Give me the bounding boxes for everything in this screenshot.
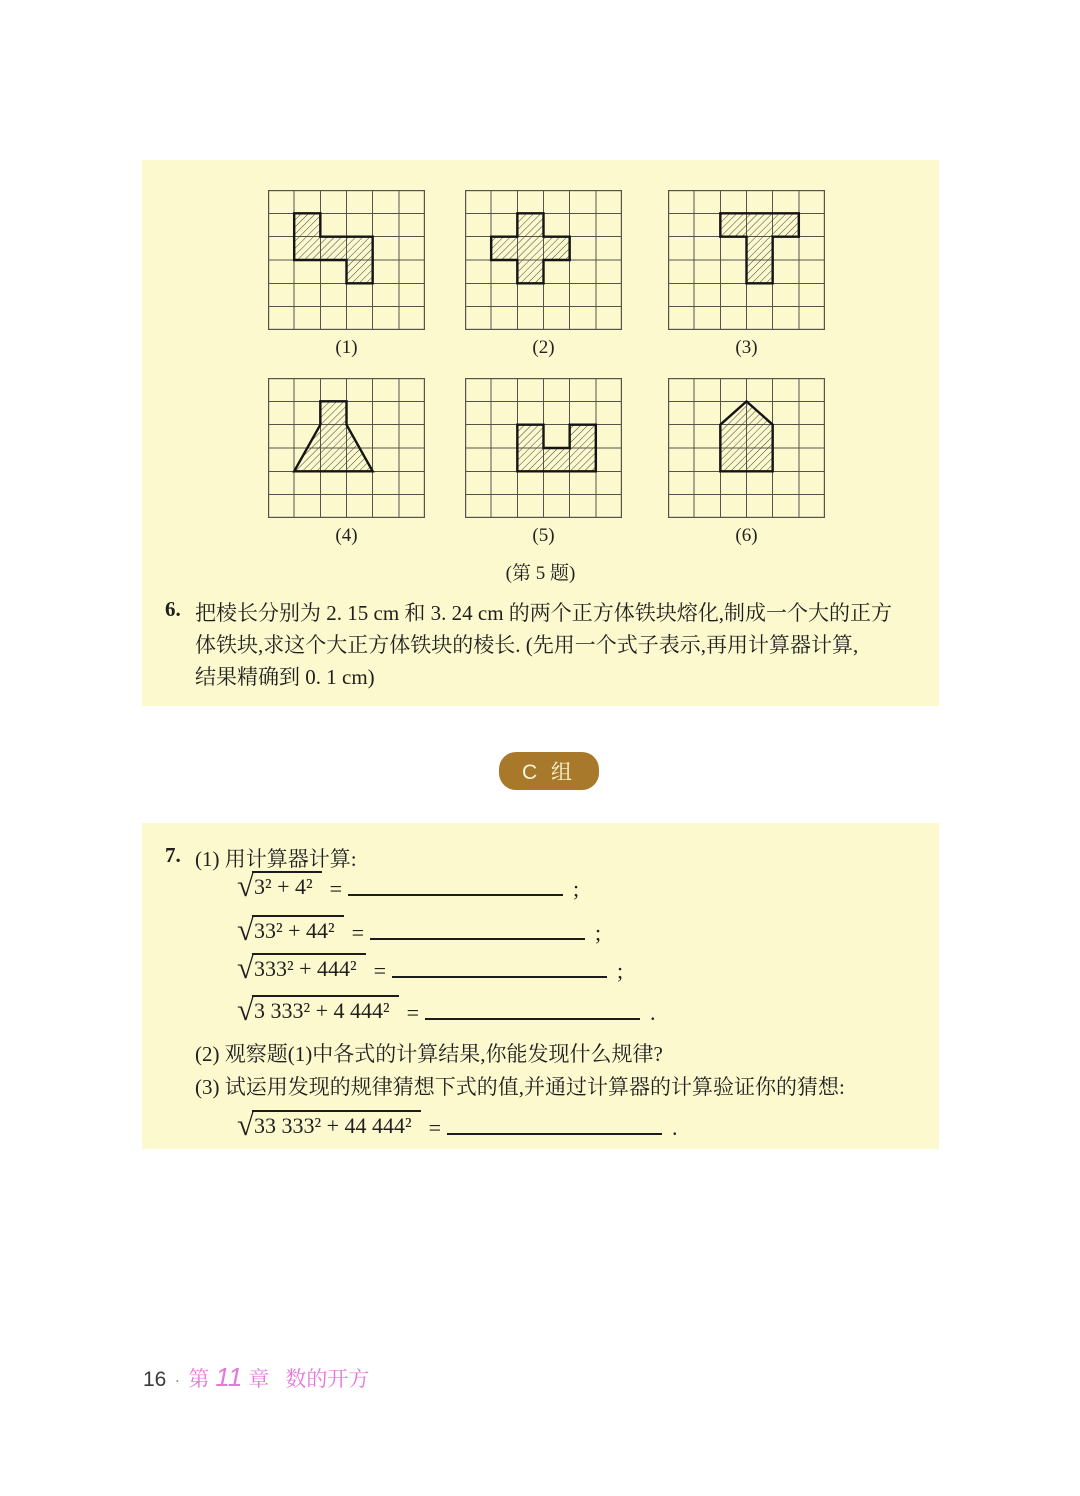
figure-3 — [668, 190, 825, 359]
radical-1 — [237, 868, 322, 903]
radical-sign: √ — [237, 950, 255, 985]
grid-figure-4 — [268, 378, 425, 518]
sqrt-expression-4 — [237, 992, 656, 1027]
answer-blank — [447, 1118, 662, 1135]
radical-sign: √ — [237, 992, 255, 1027]
equals-sign: = — [373, 958, 387, 983]
expression-punctuation: ; — [595, 920, 602, 945]
radical-2 — [237, 912, 344, 947]
problem7-number: 7. — [165, 843, 181, 867]
equals-sign: = — [406, 1000, 420, 1025]
radicand: 33 333² + 44 444² — [252, 1110, 421, 1139]
problem7-part3: (3) 试运用发现的规律猜想下式的值,并通过计算器的计算验证你的猜想: — [195, 1075, 845, 1099]
problem5-caption: (第 5 题) — [505, 563, 576, 584]
sqrt-expression-guess — [237, 1107, 678, 1142]
figure-2-label: (2) — [532, 337, 555, 358]
figure-6-label: (6) — [735, 525, 758, 546]
grid-figure-2 — [465, 190, 622, 330]
problem7-part1-label: (1) 用计算器计算: — [195, 847, 357, 871]
expression-punctuation: . — [672, 1115, 678, 1140]
grid-figure-5 — [465, 378, 622, 518]
figure-1 — [268, 190, 425, 359]
figure-2 — [465, 190, 622, 359]
group-c-badge-label: C 组 — [522, 761, 576, 784]
figure-3-label: (3) — [735, 337, 758, 358]
grid-figure-3 — [668, 190, 825, 330]
sqrt-expression-2 — [237, 912, 602, 947]
chapter-suffix: 章 — [248, 1367, 270, 1391]
problem6-number: 6. — [165, 597, 181, 621]
expression-punctuation: ; — [573, 876, 580, 901]
figure-4 — [268, 378, 425, 547]
figure-6 — [668, 378, 825, 547]
radicand: 3 333² + 4 444² — [252, 995, 399, 1024]
expression-punctuation: . — [650, 1000, 656, 1025]
answer-blank — [348, 879, 563, 896]
separator-dot: · — [174, 1370, 181, 1390]
problem6-line-2: 体铁块,求这个大正方体铁块的棱长. (先用一个式子表示,再用计算器计算, — [195, 633, 859, 657]
problem7-part2: (2) 观察题(1)中各式的计算结果,你能发现什么规律? — [195, 1042, 663, 1066]
answer-blank — [392, 961, 607, 978]
chapter-title: 数的开方 — [285, 1367, 370, 1391]
figure-5 — [465, 378, 622, 547]
answer-blank — [370, 923, 585, 940]
radical-3 — [237, 950, 366, 985]
grid-figure-1 — [268, 190, 425, 330]
radical-sign: √ — [237, 1107, 255, 1142]
problem7-panel — [142, 823, 939, 1149]
figure-5-label: (5) — [532, 525, 555, 546]
radical-4 — [237, 992, 399, 1027]
sqrt-expression-3 — [237, 950, 624, 985]
radical-sign: √ — [237, 868, 255, 903]
group-c-badge — [499, 752, 599, 790]
problem5-panel — [142, 160, 939, 706]
problem6-text — [195, 597, 925, 693]
problem6-line-3: 结果精确到 0. 1 cm) — [195, 665, 375, 689]
figure-1-label: (1) — [335, 337, 358, 358]
answer-blank — [425, 1003, 640, 1020]
problem6-line-1: 把棱长分别为 2. 15 cm 和 3. 24 cm 的两个正方体铁块熔化,制成一个大的正方 — [195, 601, 893, 625]
equals-sign: = — [351, 920, 365, 945]
chapter-number: 11 — [215, 1362, 243, 1392]
expression-punctuation: ; — [617, 958, 624, 983]
radicand: 3² + 4² — [252, 871, 322, 900]
radical-guess — [237, 1107, 421, 1142]
radicand: 333² + 444² — [252, 953, 366, 982]
page-footer — [143, 1362, 369, 1393]
radicand: 33² + 44² — [252, 915, 344, 944]
sqrt-expression-1 — [237, 868, 580, 903]
equals-sign: = — [428, 1115, 442, 1140]
grid-figure-6 — [668, 378, 825, 518]
figure-4-label: (4) — [335, 525, 358, 546]
chapter-prefix: 第 — [188, 1367, 210, 1391]
page-number: 16 — [143, 1368, 167, 1391]
equals-sign: = — [329, 876, 343, 901]
radical-sign: √ — [237, 912, 255, 947]
